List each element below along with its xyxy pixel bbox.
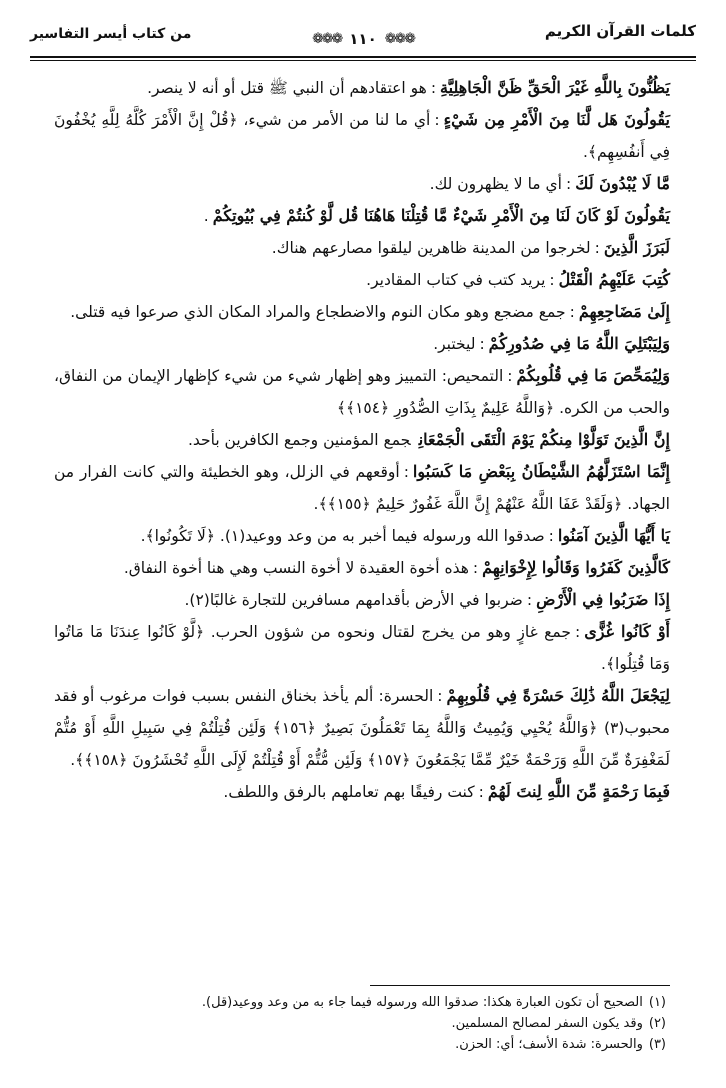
glossary-entry bbox=[54, 296, 670, 328]
quran-term: إِذَا ضَرَبُوا فِي الْأَرْضِ bbox=[536, 590, 670, 609]
book-title: كلمات القرآن الكريم bbox=[544, 22, 696, 40]
term-separator: . bbox=[203, 207, 209, 225]
term-separator: : bbox=[548, 527, 554, 545]
gloss-text: جمع مضجع وهو مكان النوم والاضطجاع والمراد المكان الذي صرعوا فيه قتلى. bbox=[70, 303, 566, 321]
quran-term: مَّا لَا يُبْدُونَ لَكَ bbox=[575, 174, 670, 193]
quran-term: أَوْ كَانُوا غُزًّى bbox=[584, 622, 671, 641]
term-separator: : bbox=[403, 463, 409, 481]
term-separator: : bbox=[594, 239, 600, 257]
page-number-group bbox=[312, 30, 414, 48]
term-separator: : bbox=[549, 271, 555, 289]
quran-term: يَا أَيُّهَا الَّذِينَ آمَنُوا bbox=[557, 526, 670, 545]
quran-term: إِلَىٰ مَضَاجِعِهِمْ bbox=[578, 302, 670, 321]
gloss-text: هذه أخوة العقيدة لا أخوة النسب وهي هنا أخوة النفاق. bbox=[123, 559, 469, 577]
glossary-entry bbox=[54, 456, 670, 520]
quran-term: لِيَجْعَلَ اللَّهُ ذَٰلِكَ حَسْرَةً فِي قُلُوبِهِمْ bbox=[446, 686, 671, 705]
glossary-entry bbox=[54, 616, 670, 680]
gloss-text: جمع غازٍ وهو من يخرج لقتال ونحوه من شؤون الحرب. ﴿لَّوْ كَانُوا عِندَنَا مَا مَاتُوا وَمَا قُتِلُوا﴾. bbox=[54, 623, 670, 673]
gloss-text: أي ما لا يظهرون لك. bbox=[429, 175, 562, 193]
term-separator: : bbox=[434, 111, 440, 129]
quran-term: كَالَّذِينَ كَفَرُوا وَقَالُوا لِإِخْوَانِهِمْ bbox=[482, 558, 670, 577]
gloss-text: أي ما لنا من الأمر من شيء، ﴿قُلْ إِنَّ الْأَمْرَ كُلَّهُ لِلَّهِ يُخْفُونَ فِي أَنفُسِهِم﴾. bbox=[54, 111, 670, 161]
footnote bbox=[54, 1013, 666, 1034]
footnote bbox=[54, 992, 666, 1013]
glossary-entry bbox=[54, 168, 670, 200]
quran-term: وَلِيَبْتَلِيَ اللَّهُ مَا فِي صُدُورِكُمْ bbox=[488, 334, 670, 353]
gloss-text: هو اعتقادهم أن النبي ﷺ قتل أو أنه لا ينصر. bbox=[147, 79, 427, 97]
glossary-entry bbox=[54, 520, 670, 552]
running-header bbox=[30, 12, 696, 52]
glossary-entry bbox=[54, 552, 670, 584]
gloss-text: صدقوا الله ورسوله فيما أخبر به من وعد ووعيد(١). ﴿لَا تَكُونُوا﴾. bbox=[140, 527, 545, 545]
footnote-text: وقد يكون السفر لمصالح المسلمين. bbox=[451, 1016, 643, 1031]
quran-term: يَظُنُّونَ بِاللَّهِ غَيْرَ الْحَقِّ ظَنَّ الْجَاهِلِيَّةِ bbox=[440, 78, 670, 97]
gloss-text: جمع المؤمنين وجمع الكافرين بأحد. bbox=[187, 431, 411, 449]
quran-term: كُتِبَ عَلَيْهِمُ الْقَتْلُ bbox=[558, 270, 670, 289]
glossary-entry bbox=[54, 584, 670, 616]
quran-term: إِنَّ الَّذِينَ تَوَلَّوْا مِنكُمْ يَوْمَ الْتَقَى الْجَمْعَانِ bbox=[418, 430, 670, 449]
gloss-text: يريد كتب في كتاب المقادير. bbox=[366, 271, 546, 289]
term-separator: : bbox=[430, 79, 437, 97]
term-separator: : bbox=[569, 303, 575, 321]
footnotes bbox=[54, 992, 666, 1055]
gloss-text: كنت رفيقًا بهم تعاملهم بالرفق واللطف. bbox=[223, 783, 475, 801]
header-rule bbox=[30, 60, 696, 61]
footnote-text: الصحيح أن تكون العبارة هكذا: صدقوا الله ورسوله فيما جاء به من وعد ووعيد(قل). bbox=[201, 995, 643, 1010]
term-separator: : bbox=[479, 335, 485, 353]
term-separator: : bbox=[507, 367, 513, 385]
glossary-entry bbox=[54, 360, 670, 424]
footnote-number: (٣) bbox=[648, 1037, 666, 1052]
glossary-entry bbox=[54, 680, 670, 776]
term-separator: : bbox=[478, 783, 484, 801]
glossary-entry bbox=[54, 232, 670, 264]
gloss-text: أوقعهم في الزلل، وهو الخطيئة والتي كانت الفرار من الجهاد. ﴿وَلَقَدْ عَفَا اللَّهُ عَنْهُمْ إِنَّ اللَّهَ غَفُورٌ حَلِيمٌ ﴿١٥٥﴾﴾. bbox=[54, 463, 670, 513]
term-separator: : bbox=[437, 687, 443, 705]
quran-term: إِنَّمَا اسْتَزَلَّهُمُ الشَّيْطَانُ بِبَعْضِ مَا كَسَبُوا bbox=[412, 462, 670, 481]
glossary-entry bbox=[54, 264, 670, 296]
gloss-text: لخرجوا من المدينة ظاهرين ليلقوا مصارعهم هناك. bbox=[271, 239, 591, 257]
ornament-icon: ❁❁❁ bbox=[312, 31, 342, 47]
ornament-icon: ❁❁❁ bbox=[384, 31, 414, 47]
page-number: ١١٠ bbox=[349, 30, 377, 48]
source-title: من كتاب أيسر التفاسير bbox=[30, 26, 192, 42]
term-separator: : bbox=[526, 591, 533, 609]
quran-term: يَقُولُونَ لَوْ كَانَ لَنَا مِنَ الْأَمْرِ شَيْءٌ مَّا قُتِلْنَا هَاهُنَا قُل لَّوْ كُنتُمْ فِي بُيُوتِكُمْ bbox=[212, 206, 670, 225]
footnote-number: (٢) bbox=[648, 1016, 666, 1031]
footnote-rule bbox=[370, 985, 670, 986]
header-rule bbox=[30, 56, 696, 58]
footnote-text: والحسرة: شدة الأسف؛ أي: الحزن. bbox=[455, 1037, 643, 1052]
quran-term: لَبَرَزَ الَّذِينَ bbox=[603, 238, 670, 257]
quran-term: فَبِمَا رَحْمَةٍ مِّنَ اللَّهِ لِنتَ لَهُمْ bbox=[487, 782, 670, 801]
glossary-body bbox=[54, 72, 670, 808]
glossary-entry bbox=[54, 424, 670, 456]
footnote-number: (١) bbox=[648, 995, 666, 1010]
term-separator: : bbox=[472, 559, 479, 577]
quran-term: وَلِيُمَحِّصَ مَا فِي قُلُوبِكُمْ bbox=[516, 366, 670, 385]
term-separator: : bbox=[565, 175, 572, 193]
glossary-entry bbox=[54, 104, 670, 168]
gloss-text: ليختبر. bbox=[433, 335, 476, 353]
footnote bbox=[54, 1034, 666, 1055]
glossary-entry bbox=[54, 776, 670, 808]
term-separator: : bbox=[574, 623, 581, 641]
gloss-text: ضربوا في الأرض بأقدامهم مسافرين للتجارة غالبًا(٢). bbox=[184, 591, 523, 609]
quran-term: يَقُولُونَ هَل لَّنَا مِنَ الْأَمْرِ مِن شَيْءٍ bbox=[443, 110, 670, 129]
glossary-entry bbox=[54, 200, 670, 232]
glossary-entry bbox=[54, 328, 670, 360]
gloss-text: الحسرة: ألم يأخذ بخناق النفس بسبب فوات مرغوب أو فقد محبوب(٣) ﴿وَاللَّهُ يُحْيِي وَيُمِيتُ وَاللَّهُ بِمَا تَعْمَلُونَ بَصِيرٌ ﴿١٥٦﴾ وَلَئِن قُتِلْتُمْ فِي سَبِيلِ اللَّهِ أَوْ مُتُّمْ لَمَغْفِرَةٌ مِّنَ اللَّهِ وَرَحْمَةٌ خَيْرٌ مِّمَّا يَجْمَعُونَ ﴿١٥٧﴾ وَلَئِن مُّتُّمْ أَوْ قُتِلْتُمْ لَإِلَى اللَّهِ تُحْشَرُونَ ﴿١٥٨﴾﴾. bbox=[54, 687, 670, 769]
gloss-text: التمحيص: التمييز وهو إظهار شيء من شيء كإظهار الإيمان من النفاق، والحب من الكره. ﴿وَاللَّهُ عَلِيمٌ بِذَاتِ الصُّدُورِ ﴿١٥٤﴾﴾ bbox=[54, 367, 670, 417]
glossary-entry bbox=[54, 72, 670, 104]
